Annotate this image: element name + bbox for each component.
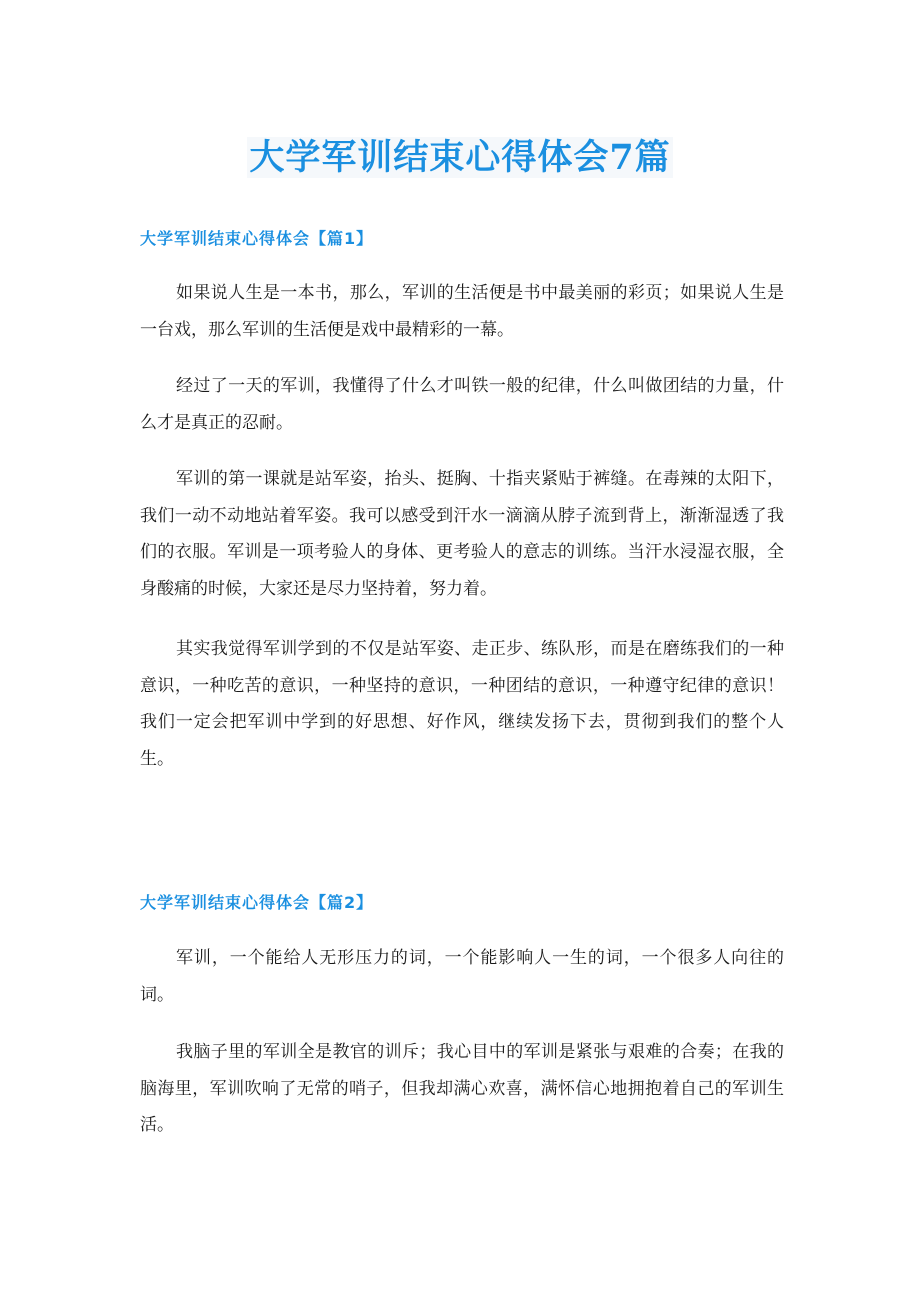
section-2-paragraph-2: 我脑子里的军训全是教官的训斥；我心目中的军训是紧张与艰难的合奏；在我的脑海里，军训吹响了无常的哨子，但我却满心欢喜，满怀信心地拥抱着自己的军训生活。 xyxy=(140,1042,784,1135)
section-1-paragraph-3: 军训的第一课就是站军姿，抬头、挺胸、十指夹紧贴于裤缝。在毒辣的太阳下，我们一动不动地站着军姿。我可以感受到汗水一滴滴从脖子流到背上，渐渐湿透了我们的衣服。军训是一项考验人的身体、更考验人的意志的训练。当汗水浸湿衣服，全身酸痛的时候，大家还是尽力坚持着，努力着。 xyxy=(140,469,784,599)
section-heading-2: 大学军训结束心得体会【篇2】 xyxy=(140,893,374,912)
section-1-paragraph-2: 经过了一天的军训，我懂得了什么才叫铁一般的纪律，什么叫做团结的力量，什么才是真正的忍耐。 xyxy=(140,376,784,433)
section-2-paragraph-1: 军训，一个能给人无形压力的词，一个能影响人一生的词，一个很多人向往的词。 xyxy=(140,948,784,1005)
document-title xyxy=(0,132,920,184)
section-1-paragraph-1: 如果说人生是一本书，那么，军训的生活便是书中最美丽的彩页；如果说人生是一台戏，那么军训的生活便是戏中最精彩的一幕。 xyxy=(140,283,784,340)
document-title-text: 大学军训结束心得体会7篇 xyxy=(249,137,671,178)
section-heading-1: 大学军训结束心得体会【篇1】 xyxy=(140,229,374,248)
section-1-paragraph-4: 其实我觉得军训学到的不仅是站军姿、走正步、练队形，而是在磨练我们的一种意识，一种吃苦的意识，一种坚持的意识，一种团结的意识，一种遵守纪律的意识！我们一定会把军训中学到的好思想、好作风，继续发扬下去，贯彻到我们的整个人生。 xyxy=(140,639,784,769)
